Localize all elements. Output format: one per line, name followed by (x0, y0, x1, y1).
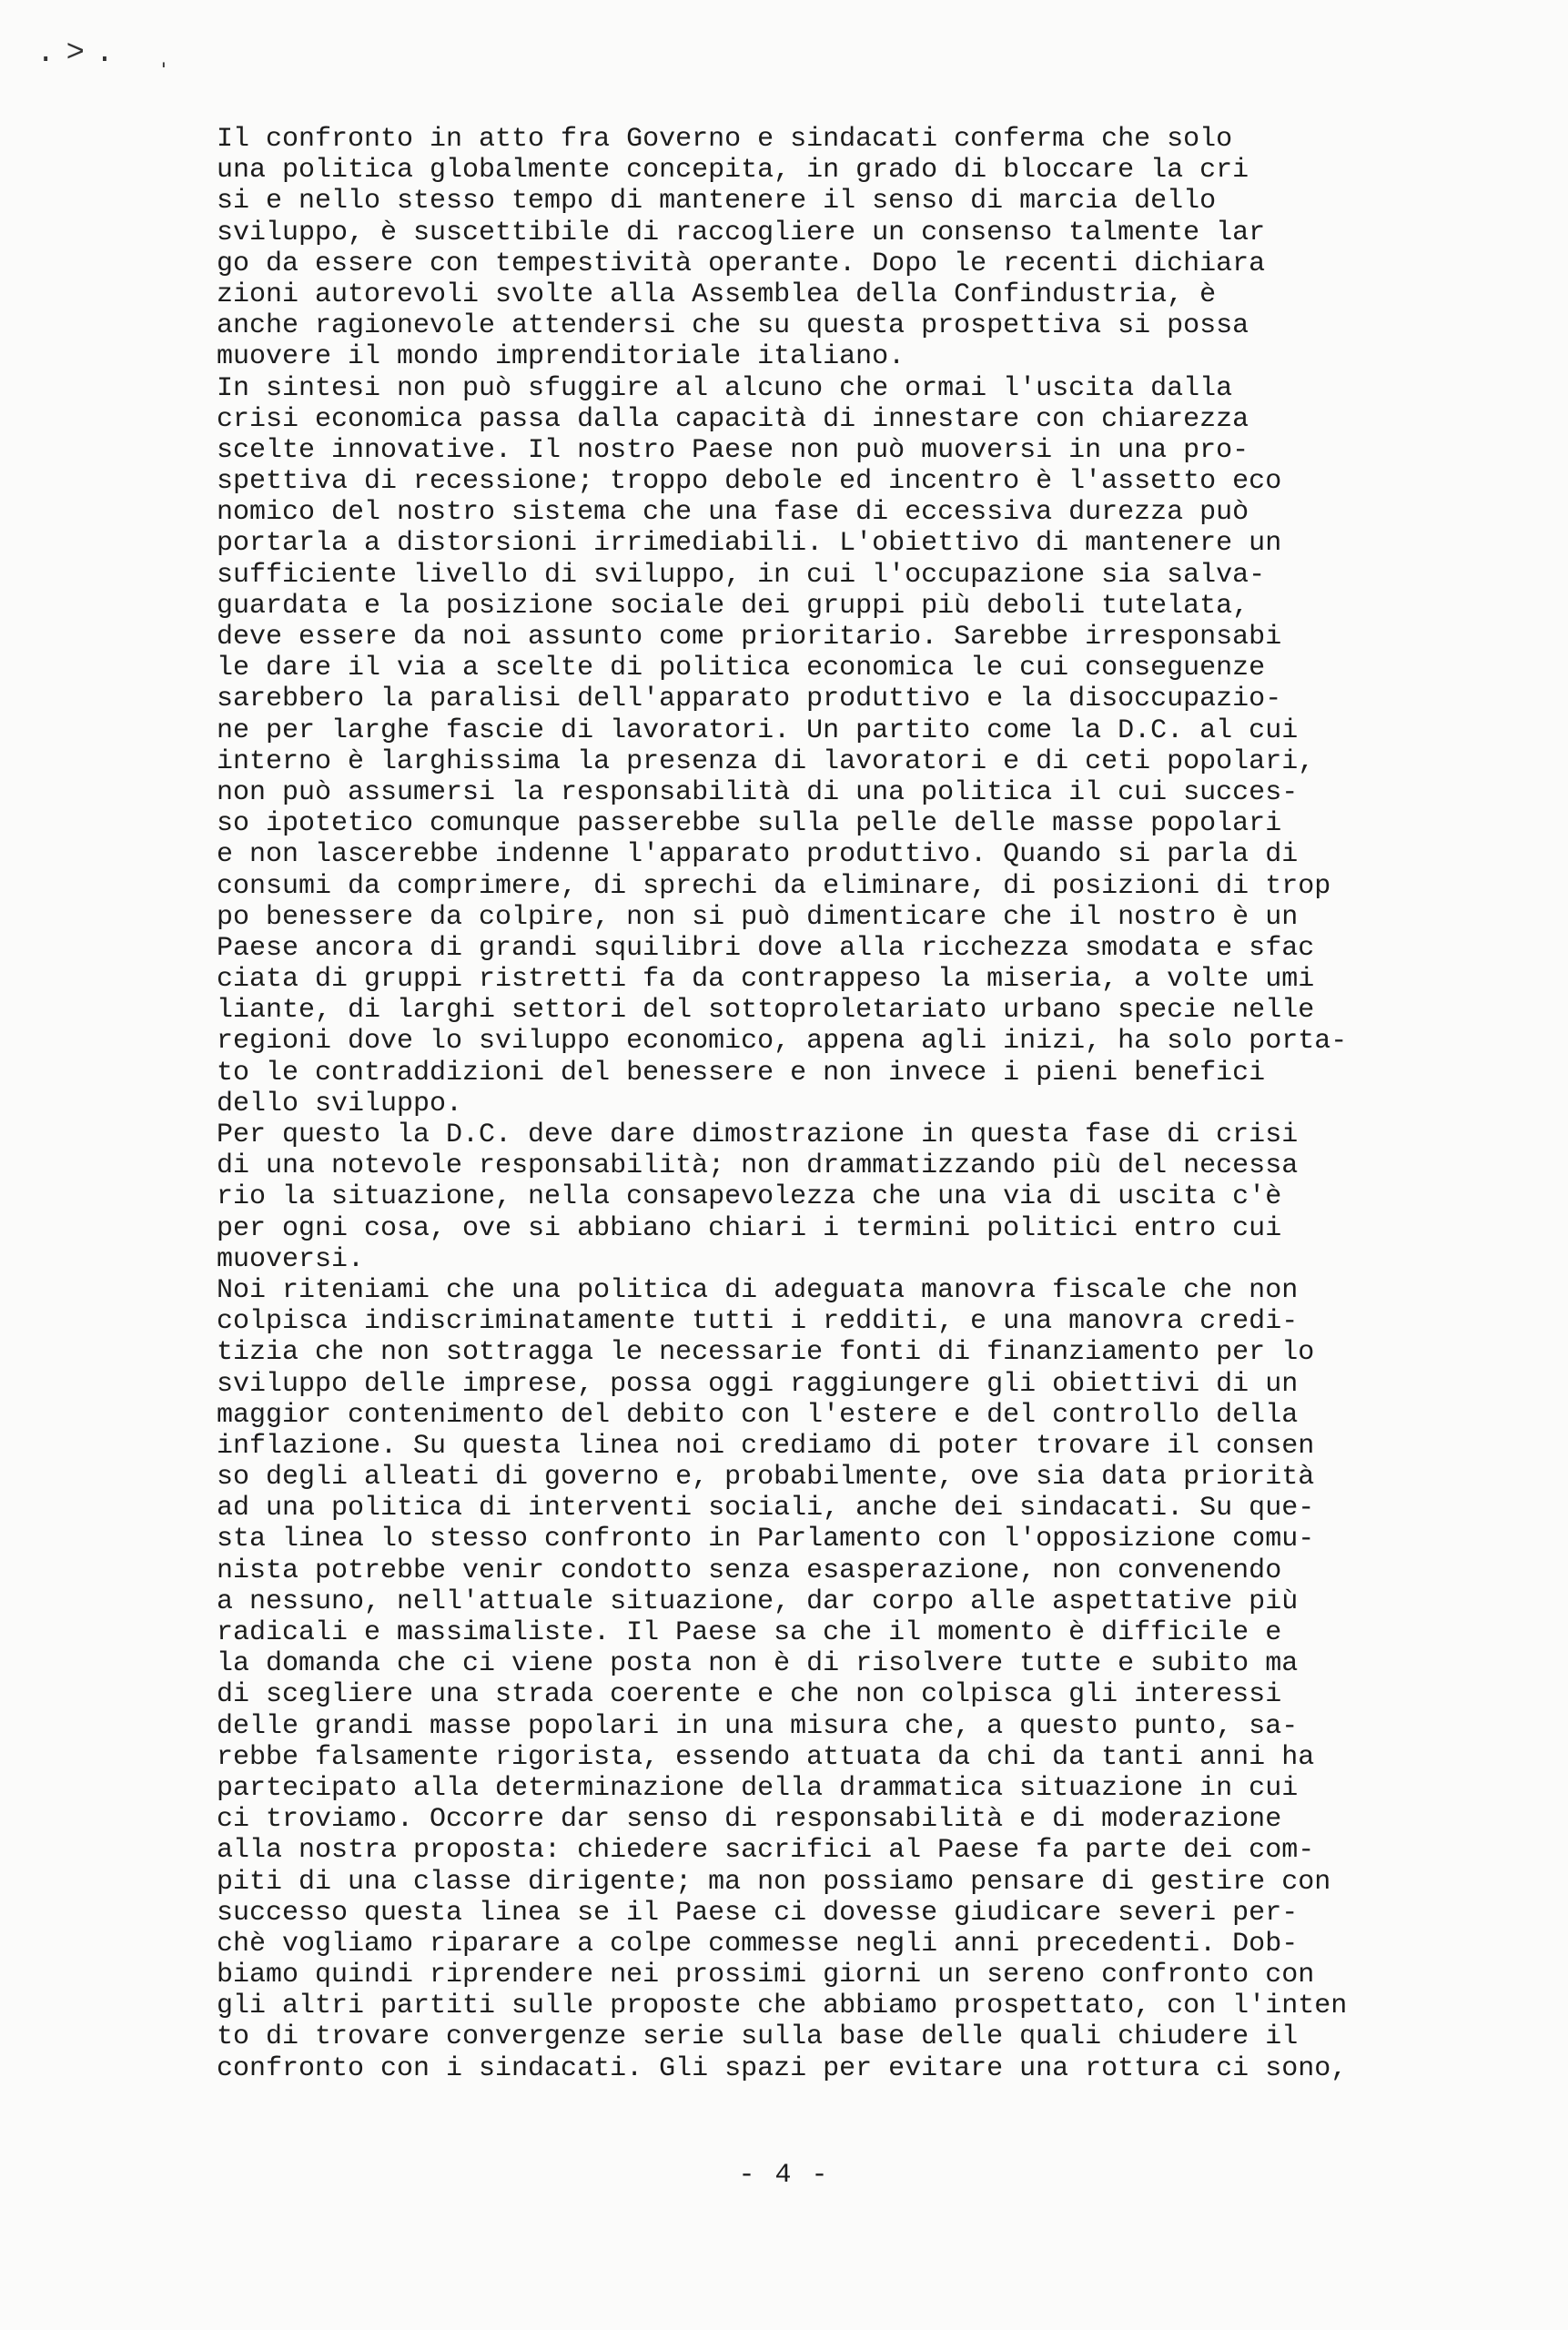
text-line: una politica globalmente concepita, in grado di bloccare la cri (217, 155, 1249, 187)
text-line: deve essere da noi assunto come prioritario. Sarebbe irresponsabi (217, 622, 1282, 653)
text-line: Per questo la D.C. deve dare dimostrazione in questa fase di crisi (217, 1119, 1299, 1150)
text-line: so ipotetico comunque passerebbe sulla pelle delle masse popolari (217, 808, 1282, 840)
text-line: muoversi. (217, 1243, 365, 1275)
text-line: guardata e la posizione sociale dei gruppi più deboli tutelata, (217, 590, 1249, 622)
text-line: muovere il mondo imprenditoriale italiano. (217, 341, 905, 373)
text-line: gli altri partiti sulle proposte che abbiamo prospettato, con l'inten (217, 1991, 1348, 2022)
text-line: successo questa linea se il Paese ci dovesse giudicare severi per- (217, 1897, 1299, 1929)
text-line: si e nello stesso tempo di mantenere il senso di marcia dello (217, 186, 1217, 218)
text-line: anche ragionevole attendersi che su questa prospettiva si possa (217, 310, 1249, 342)
text-line: delle grandi masse popolari in una misura che, a questo punto, sa- (217, 1710, 1299, 1742)
text-line: di una notevole responsabilità; non drammatizzando più del necessa (217, 1150, 1299, 1182)
text-line: rio la situazione, nella consapevolezza che una via di uscita c'è (217, 1181, 1282, 1213)
text-line: sviluppo delle imprese, possa oggi raggiungere gli obiettivi di un (217, 1368, 1299, 1400)
text-line: ci troviamo. Occorre dar senso di responsabilità e di moderazione (217, 1804, 1282, 1836)
text-line: per ogni cosa, ove si abbiano chiari i termini politici entro cui (217, 1212, 1282, 1244)
text-line: tizia che non sottragga le necessarie fonti di finanziamento per lo (217, 1337, 1315, 1369)
text-line: spettiva di recessione; troppo debole ed incentro è l'assetto eco (217, 466, 1282, 498)
text-line: la domanda che ci viene posta non è di risolvere tutte e subito ma (217, 1648, 1299, 1680)
text-line: inflazione. Su questa linea noi crediamo di poter trovare il consen (217, 1430, 1315, 1462)
text-line: piti di una classe dirigente; ma non possiamo pensare di gestire con (217, 1866, 1331, 1898)
text-line: po benessere da colpire, non si può dimenticare che il nostro è un (217, 901, 1299, 933)
text-line: ciata di gruppi ristretti fa da contrappeso la miseria, a volte umi (217, 964, 1315, 996)
text-line: to di trovare convergenze serie sulla base delle quali chiudere il (217, 2021, 1299, 2053)
text-line: maggior contenimento del debito con l'estere e del controllo della (217, 1399, 1299, 1431)
text-line: alla nostra proposta: chiedere sacrifici al Paese fa parte dei com- (217, 1835, 1315, 1867)
text-line: nomico del nostro sistema che una fase di eccessiva durezza può (217, 497, 1249, 529)
text-line: crisi economica passa dalla capacità di innestare con chiarezza (217, 403, 1249, 435)
page-number: - 4 - (738, 2160, 830, 2191)
text-line: colpisca indiscriminatamente tutti i redditi, e una manovra credi- (217, 1306, 1299, 1338)
text-line: confronto con i sindacati. Gli spazi per evitare una rottura ci sono, (217, 2052, 1348, 2084)
corner-ink-marks: .˃. ˌ (36, 36, 185, 71)
text-line: liante, di larghi settori del sottoproletariato urbano specie nelle (217, 995, 1315, 1027)
text-line: regioni dove lo sviluppo economico, appena agli inizi, ha solo porta- (217, 1026, 1348, 1058)
text-line: consumi da comprimere, di sprechi da eliminare, di posizioni di trop (217, 870, 1331, 902)
text-line: so degli alleati di governo e, probabilmente, ove sia data priorità (217, 1462, 1315, 1494)
text-line: dello sviluppo. (217, 1088, 463, 1119)
text-line: to le contraddizioni del benessere e non invece i pieni benefici (217, 1057, 1266, 1089)
text-line: zioni autorevoli svolte alla Assemblea della Confindustria, è (217, 279, 1217, 310)
text-line: nista potrebbe venir condotto senza esasperazione, non convenendo (217, 1555, 1282, 1586)
body-text (217, 124, 1472, 2084)
text-line: radicali e massimaliste. Il Paese sa che il momento è difficile e (217, 1617, 1282, 1648)
text-line: Noi riteniami che una politica di adeguata manovra fiscale che non (217, 1274, 1299, 1306)
text-line: Paese ancora di grandi squilibri dove alla ricchezza smodata e sfac (217, 932, 1315, 964)
text-line: sufficiente livello di sviluppo, in cui l'occupazione sia salva- (217, 559, 1266, 591)
text-line: ne per larghe fascie di lavoratori. Un partito come la D.C. al cui (217, 714, 1299, 746)
text-line: go da essere con tempestività operante. Dopo le recenti dichiara (217, 248, 1266, 279)
text-line: ad una politica di interventi sociali, anche dei sindacati. Su que- (217, 1493, 1315, 1525)
text-line: sarebbero la paralisi dell'apparato produttivo e la disoccupazio- (217, 684, 1282, 715)
text-line: sviluppo, è suscettibile di raccogliere un consenso talmente lar (217, 217, 1266, 248)
text-line: chè vogliamo riparare a colpe commesse negli anni precedenti. Dob- (217, 1928, 1299, 1960)
text-line: portarla a distorsioni irrimediabili. L'obiettivo di mantenere un (217, 528, 1282, 560)
text-line: interno è larghissima la presenza di lavoratori e di ceti popolari, (217, 745, 1315, 777)
text-line: e non lascerebbe indenne l'apparato produttivo. Quando si parla di (217, 839, 1299, 871)
text-line: sta linea lo stesso confronto in Parlamento con l'opposizione comu- (217, 1524, 1315, 1555)
text-line: biamo quindi riprendere nei prossimi giorni un sereno confronto con (217, 1960, 1315, 1991)
text-line: le dare il via a scelte di politica economica le cui conseguenze (217, 653, 1266, 684)
text-line: di scegliere una strada coerente e che non colpisca gli interessi (217, 1679, 1282, 1711)
text-line: a nessuno, nell'attuale situazione, dar corpo alle aspettative più (217, 1585, 1299, 1617)
text-line: In sintesi non può sfuggire al alcuno che ormai l'uscita dalla (217, 372, 1233, 404)
text-line: non può assumersi la responsabilità di una politica il cui succes- (217, 776, 1299, 808)
text-line: scelte innovative. Il nostro Paese non può muoversi in una pro- (217, 434, 1249, 466)
text-line: Il confronto in atto fra Governo e sindacati conferma che solo (217, 124, 1233, 155)
text-line: partecipato alla determinazione della drammatica situazione in cui (217, 1772, 1299, 1804)
text-line: rebbe falsamente rigorista, essendo attuata da chi da tanti anni ha (217, 1741, 1315, 1773)
